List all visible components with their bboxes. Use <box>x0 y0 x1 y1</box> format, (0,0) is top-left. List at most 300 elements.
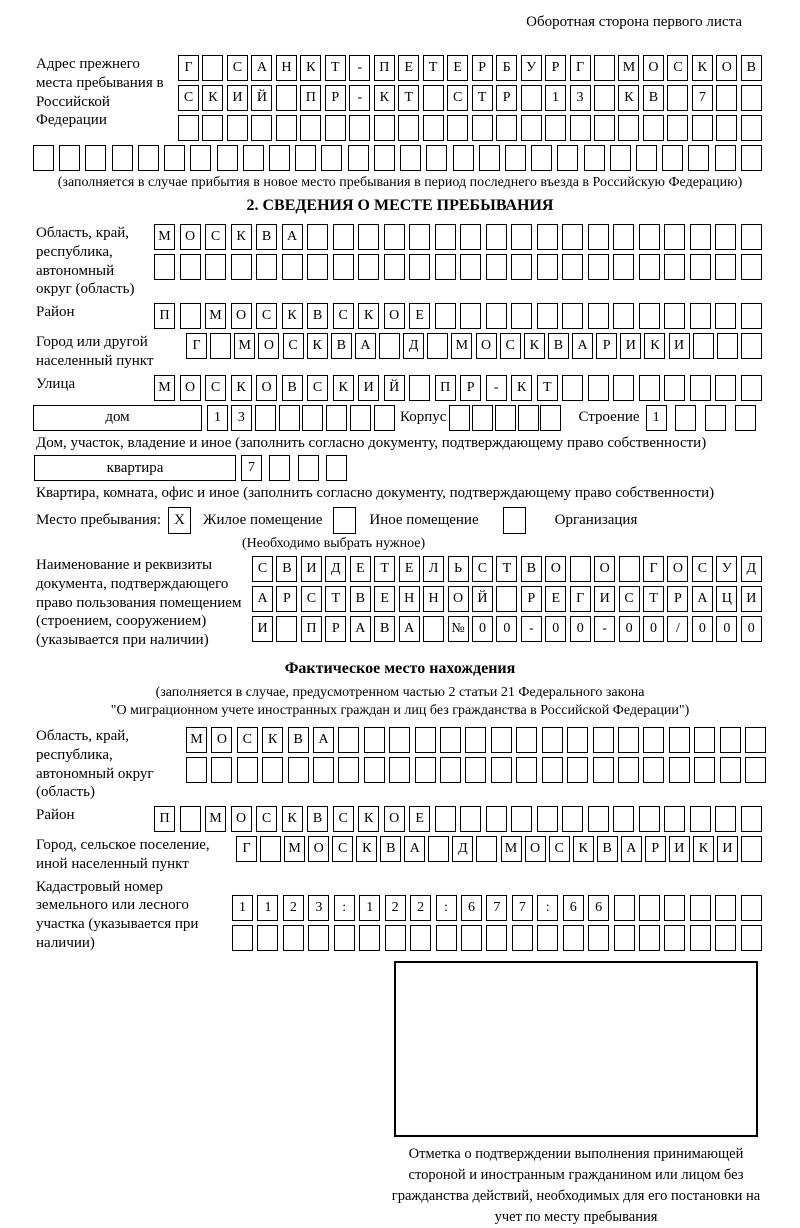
char-box[interactable] <box>465 757 486 783</box>
char-box[interactable] <box>741 115 762 141</box>
char-box[interactable] <box>374 405 395 431</box>
char-box[interactable]: В <box>643 85 664 111</box>
char-box[interactable]: № <box>448 616 469 642</box>
char-box[interactable] <box>180 303 201 329</box>
char-box[interactable]: К <box>300 55 321 81</box>
char-box[interactable]: 0 <box>692 616 713 642</box>
char-box[interactable]: Р <box>645 836 666 862</box>
char-box[interactable] <box>669 757 690 783</box>
char-box[interactable] <box>495 405 516 431</box>
char-box[interactable]: Т <box>643 586 664 612</box>
char-box[interactable]: Т <box>537 375 558 401</box>
char-box[interactable] <box>511 224 532 250</box>
char-box[interactable]: О <box>525 836 546 862</box>
char-box[interactable]: О <box>180 375 201 401</box>
char-box[interactable] <box>588 375 609 401</box>
char-box[interactable]: - <box>594 616 615 642</box>
char-box[interactable]: А <box>251 55 272 81</box>
char-box[interactable]: И <box>669 836 690 862</box>
char-box[interactable]: И <box>252 616 273 642</box>
char-box[interactable]: Н <box>276 55 297 81</box>
char-box[interactable]: - <box>521 616 542 642</box>
char-box[interactable] <box>741 145 762 171</box>
char-box[interactable] <box>436 925 457 951</box>
char-box[interactable] <box>716 115 737 141</box>
char-box[interactable] <box>374 115 395 141</box>
char-box[interactable]: 6 <box>461 895 482 921</box>
char-box[interactable] <box>138 145 159 171</box>
char-box[interactable] <box>741 375 762 401</box>
char-box[interactable] <box>717 333 738 359</box>
char-box[interactable]: Г <box>643 556 664 582</box>
char-box[interactable]: М <box>284 836 305 862</box>
char-box[interactable]: А <box>252 586 273 612</box>
char-box[interactable]: Ц <box>716 586 737 612</box>
char-box[interactable]: Д <box>325 556 346 582</box>
char-box[interactable]: - <box>349 85 370 111</box>
char-box[interactable]: И <box>669 333 690 359</box>
char-box[interactable]: 0 <box>619 616 640 642</box>
char-box[interactable] <box>690 224 711 250</box>
char-box[interactable] <box>257 925 278 951</box>
char-box[interactable] <box>178 115 199 141</box>
char-box[interactable] <box>693 333 714 359</box>
char-box[interactable]: 0 <box>496 616 517 642</box>
char-box[interactable]: 1 <box>207 405 228 431</box>
char-box[interactable] <box>745 727 766 753</box>
char-box[interactable]: О <box>180 224 201 250</box>
char-box[interactable] <box>338 757 359 783</box>
char-box[interactable] <box>288 757 309 783</box>
char-box[interactable]: К <box>644 333 665 359</box>
char-box[interactable]: 0 <box>643 616 664 642</box>
char-box[interactable] <box>308 925 329 951</box>
char-box[interactable]: Е <box>374 586 395 612</box>
char-box[interactable] <box>269 145 290 171</box>
char-box[interactable]: О <box>476 333 497 359</box>
char-box[interactable]: А <box>572 333 593 359</box>
char-box[interactable] <box>690 254 711 280</box>
char-box[interactable] <box>690 303 711 329</box>
checkbox-residential[interactable]: X <box>168 507 191 534</box>
char-box[interactable] <box>594 55 615 81</box>
char-box[interactable]: Т <box>325 586 346 612</box>
char-box[interactable] <box>232 925 253 951</box>
char-box[interactable] <box>664 224 685 250</box>
char-box[interactable] <box>741 895 762 921</box>
char-box[interactable] <box>639 925 660 951</box>
char-box[interactable]: Т <box>472 85 493 111</box>
char-box[interactable] <box>202 115 223 141</box>
char-box[interactable]: У <box>521 55 542 81</box>
char-box[interactable] <box>664 375 685 401</box>
char-box[interactable]: О <box>643 55 664 81</box>
char-box[interactable] <box>741 224 762 250</box>
char-box[interactable] <box>435 254 456 280</box>
checkbox-organization[interactable] <box>503 507 526 534</box>
char-box[interactable] <box>400 145 421 171</box>
char-box[interactable]: С <box>472 556 493 582</box>
char-box[interactable] <box>690 806 711 832</box>
char-box[interactable] <box>567 727 588 753</box>
char-box[interactable] <box>447 115 468 141</box>
char-box[interactable] <box>435 224 456 250</box>
char-box[interactable]: 0 <box>716 616 737 642</box>
char-box[interactable] <box>588 254 609 280</box>
char-box[interactable] <box>694 727 715 753</box>
char-box[interactable] <box>333 224 354 250</box>
char-box[interactable]: Й <box>251 85 272 111</box>
char-box[interactable]: Е <box>409 806 430 832</box>
char-box[interactable]: О <box>448 586 469 612</box>
char-box[interactable] <box>715 806 736 832</box>
char-box[interactable]: О <box>211 727 232 753</box>
char-box[interactable]: О <box>231 806 252 832</box>
char-box[interactable] <box>741 333 762 359</box>
char-box[interactable] <box>326 455 347 481</box>
char-box[interactable] <box>540 405 561 431</box>
char-box[interactable]: А <box>621 836 642 862</box>
char-box[interactable]: С <box>500 333 521 359</box>
char-box[interactable] <box>282 254 303 280</box>
char-box[interactable]: Й <box>384 375 405 401</box>
char-box[interactable]: 6 <box>563 895 584 921</box>
char-box[interactable]: К <box>231 224 252 250</box>
checkbox-other-premises[interactable] <box>333 507 356 534</box>
char-box[interactable] <box>505 145 526 171</box>
char-box[interactable] <box>410 925 431 951</box>
char-box[interactable]: К <box>282 806 303 832</box>
char-box[interactable] <box>741 925 762 951</box>
char-box[interactable] <box>613 303 634 329</box>
char-box[interactable]: М <box>154 224 175 250</box>
char-box[interactable]: Т <box>398 85 419 111</box>
char-box[interactable] <box>321 145 342 171</box>
char-box[interactable] <box>715 145 736 171</box>
char-box[interactable] <box>112 145 133 171</box>
char-box[interactable]: Н <box>399 586 420 612</box>
char-box[interactable] <box>210 333 231 359</box>
char-box[interactable]: Л <box>423 556 444 582</box>
char-box[interactable]: Т <box>423 55 444 81</box>
char-box[interactable] <box>639 254 660 280</box>
char-box[interactable]: И <box>227 85 248 111</box>
char-box[interactable]: Т <box>325 55 346 81</box>
char-box[interactable]: С <box>307 375 328 401</box>
char-box[interactable] <box>423 85 444 111</box>
char-box[interactable]: В <box>307 303 328 329</box>
char-box[interactable]: 1 <box>232 895 253 921</box>
char-box[interactable] <box>486 254 507 280</box>
char-box[interactable]: П <box>154 806 175 832</box>
char-box[interactable] <box>613 806 634 832</box>
char-box[interactable] <box>741 836 762 862</box>
char-box[interactable]: Р <box>667 586 688 612</box>
char-box[interactable]: А <box>692 586 713 612</box>
char-box[interactable] <box>453 145 474 171</box>
char-box[interactable] <box>521 85 542 111</box>
char-box[interactable] <box>33 145 54 171</box>
char-box[interactable]: Р <box>460 375 481 401</box>
char-box[interactable]: В <box>597 836 618 862</box>
char-box[interactable]: Р <box>325 616 346 642</box>
char-box[interactable]: О <box>716 55 737 81</box>
char-box[interactable] <box>186 757 207 783</box>
char-box[interactable]: О <box>308 836 329 862</box>
char-box[interactable]: М <box>618 55 639 81</box>
char-box[interactable] <box>384 254 405 280</box>
char-box[interactable] <box>562 375 583 401</box>
char-box[interactable]: С <box>283 333 304 359</box>
char-box[interactable] <box>465 727 486 753</box>
char-box[interactable] <box>428 836 449 862</box>
char-box[interactable] <box>460 303 481 329</box>
char-box[interactable] <box>59 145 80 171</box>
char-box[interactable] <box>570 556 591 582</box>
char-box[interactable]: О <box>256 375 277 401</box>
char-box[interactable] <box>190 145 211 171</box>
char-box[interactable]: 0 <box>545 616 566 642</box>
char-box[interactable]: Р <box>325 85 346 111</box>
char-box[interactable] <box>614 895 635 921</box>
char-box[interactable]: / <box>667 616 688 642</box>
char-box[interactable]: Е <box>399 556 420 582</box>
char-box[interactable] <box>374 145 395 171</box>
char-box[interactable] <box>588 224 609 250</box>
char-box[interactable]: 0 <box>741 616 762 642</box>
char-box[interactable]: 0 <box>472 616 493 642</box>
char-box[interactable] <box>715 895 736 921</box>
char-box[interactable] <box>85 145 106 171</box>
char-box[interactable] <box>618 115 639 141</box>
char-box[interactable] <box>588 806 609 832</box>
char-box[interactable]: В <box>350 586 371 612</box>
char-box[interactable] <box>460 254 481 280</box>
char-box[interactable] <box>675 405 696 431</box>
char-box[interactable]: К <box>262 727 283 753</box>
char-box[interactable] <box>570 115 591 141</box>
char-box[interactable] <box>511 254 532 280</box>
char-box[interactable] <box>720 727 741 753</box>
char-box[interactable]: Д <box>403 333 424 359</box>
char-box[interactable]: Р <box>276 586 297 612</box>
char-box[interactable] <box>491 757 512 783</box>
char-box[interactable] <box>613 375 634 401</box>
char-box[interactable] <box>715 375 736 401</box>
char-box[interactable] <box>594 85 615 111</box>
char-box[interactable] <box>227 115 248 141</box>
char-box[interactable]: К <box>524 333 545 359</box>
char-box[interactable] <box>427 333 448 359</box>
char-box[interactable]: К <box>307 333 328 359</box>
char-box[interactable] <box>618 757 639 783</box>
char-box[interactable] <box>720 757 741 783</box>
char-box[interactable]: Т <box>374 556 395 582</box>
char-box[interactable]: Р <box>496 85 517 111</box>
char-box[interactable]: К <box>358 303 379 329</box>
char-box[interactable] <box>491 727 512 753</box>
char-box[interactable]: С <box>252 556 273 582</box>
char-box[interactable] <box>348 145 369 171</box>
char-box[interactable] <box>364 727 385 753</box>
char-box[interactable] <box>440 727 461 753</box>
char-box[interactable]: В <box>548 333 569 359</box>
char-box[interactable] <box>307 224 328 250</box>
char-box[interactable] <box>745 757 766 783</box>
char-box[interactable] <box>164 145 185 171</box>
char-box[interactable] <box>295 145 316 171</box>
char-box[interactable] <box>667 85 688 111</box>
char-box[interactable]: Р <box>545 55 566 81</box>
char-box[interactable]: 2 <box>410 895 431 921</box>
char-box[interactable] <box>243 145 264 171</box>
char-box[interactable]: О <box>231 303 252 329</box>
char-box[interactable] <box>705 405 726 431</box>
char-box[interactable] <box>276 85 297 111</box>
char-box[interactable] <box>741 806 762 832</box>
char-box[interactable]: К <box>358 806 379 832</box>
char-box[interactable]: С <box>205 224 226 250</box>
char-box[interactable] <box>588 303 609 329</box>
char-box[interactable] <box>349 115 370 141</box>
char-box[interactable] <box>415 727 436 753</box>
char-box[interactable] <box>379 333 400 359</box>
char-box[interactable] <box>639 895 660 921</box>
char-box[interactable]: Е <box>398 55 419 81</box>
char-box[interactable]: О <box>258 333 279 359</box>
char-box[interactable] <box>486 224 507 250</box>
char-box[interactable]: М <box>451 333 472 359</box>
char-box[interactable]: 7 <box>486 895 507 921</box>
char-box[interactable] <box>667 115 688 141</box>
char-box[interactable] <box>300 115 321 141</box>
char-box[interactable]: 3 <box>570 85 591 111</box>
char-box[interactable] <box>562 806 583 832</box>
char-box[interactable]: А <box>404 836 425 862</box>
char-box[interactable] <box>537 254 558 280</box>
char-box[interactable]: Г <box>178 55 199 81</box>
char-box[interactable]: К <box>692 55 713 81</box>
char-box[interactable] <box>584 145 605 171</box>
char-box[interactable] <box>613 254 634 280</box>
char-box[interactable]: К <box>374 85 395 111</box>
char-box[interactable]: А <box>355 333 376 359</box>
char-box[interactable] <box>307 254 328 280</box>
char-box[interactable]: В <box>521 556 542 582</box>
char-box[interactable] <box>562 254 583 280</box>
char-box[interactable]: П <box>300 85 321 111</box>
char-box[interactable] <box>435 806 456 832</box>
char-box[interactable] <box>180 254 201 280</box>
char-box[interactable]: 7 <box>512 895 533 921</box>
char-box[interactable]: И <box>594 586 615 612</box>
char-box[interactable]: С <box>237 727 258 753</box>
char-box[interactable]: Р <box>521 586 542 612</box>
char-box[interactable]: Е <box>545 586 566 612</box>
char-box[interactable] <box>557 145 578 171</box>
char-box[interactable]: К <box>618 85 639 111</box>
char-box[interactable]: Ь <box>448 556 469 582</box>
char-box[interactable]: М <box>501 836 522 862</box>
char-box[interactable] <box>511 303 532 329</box>
char-box[interactable] <box>688 145 709 171</box>
char-box[interactable] <box>542 727 563 753</box>
char-box[interactable] <box>694 757 715 783</box>
char-box[interactable] <box>325 115 346 141</box>
char-box[interactable] <box>588 925 609 951</box>
char-box[interactable] <box>269 455 290 481</box>
char-box[interactable]: К <box>202 85 223 111</box>
char-box[interactable]: С <box>256 303 277 329</box>
char-box[interactable]: У <box>716 556 737 582</box>
char-box[interactable] <box>385 925 406 951</box>
char-box[interactable] <box>741 303 762 329</box>
char-box[interactable] <box>350 405 371 431</box>
char-box[interactable]: Й <box>472 586 493 612</box>
char-box[interactable] <box>716 85 737 111</box>
char-box[interactable]: С <box>333 303 354 329</box>
char-box[interactable] <box>692 115 713 141</box>
char-box[interactable] <box>302 405 323 431</box>
char-box[interactable]: С <box>205 375 226 401</box>
char-box[interactable]: Г <box>570 55 591 81</box>
char-box[interactable] <box>460 224 481 250</box>
char-box[interactable] <box>276 115 297 141</box>
char-box[interactable]: К <box>573 836 594 862</box>
char-box[interactable]: О <box>667 556 688 582</box>
char-box[interactable] <box>610 145 631 171</box>
char-box[interactable] <box>639 224 660 250</box>
char-box[interactable] <box>639 806 660 832</box>
char-box[interactable]: В <box>256 224 277 250</box>
char-box[interactable]: М <box>205 806 226 832</box>
char-box[interactable]: Д <box>452 836 473 862</box>
char-box[interactable] <box>298 455 319 481</box>
char-box[interactable] <box>479 145 500 171</box>
char-box[interactable]: Е <box>447 55 468 81</box>
char-box[interactable] <box>326 405 347 431</box>
char-box[interactable]: С <box>227 55 248 81</box>
char-box[interactable]: В <box>374 616 395 642</box>
char-box[interactable] <box>409 375 430 401</box>
char-box[interactable] <box>516 757 537 783</box>
char-box[interactable] <box>715 224 736 250</box>
char-box[interactable] <box>614 925 635 951</box>
char-box[interactable]: С <box>619 586 640 612</box>
char-box[interactable]: О <box>384 806 405 832</box>
char-box[interactable] <box>593 727 614 753</box>
char-box[interactable] <box>537 806 558 832</box>
char-box[interactable]: И <box>741 586 762 612</box>
char-box[interactable]: М <box>186 727 207 753</box>
char-box[interactable] <box>537 224 558 250</box>
char-box[interactable]: С <box>178 85 199 111</box>
char-box[interactable]: С <box>333 806 354 832</box>
char-box[interactable] <box>472 115 493 141</box>
char-box[interactable] <box>496 586 517 612</box>
char-box[interactable] <box>664 806 685 832</box>
char-box[interactable] <box>460 806 481 832</box>
char-box[interactable] <box>415 757 436 783</box>
char-box[interactable] <box>741 254 762 280</box>
char-box[interactable] <box>359 925 380 951</box>
char-box[interactable] <box>486 925 507 951</box>
char-box[interactable] <box>636 145 657 171</box>
char-box[interactable]: В <box>380 836 401 862</box>
char-box[interactable] <box>251 115 272 141</box>
char-box[interactable] <box>511 806 532 832</box>
char-box[interactable]: 0 <box>570 616 591 642</box>
